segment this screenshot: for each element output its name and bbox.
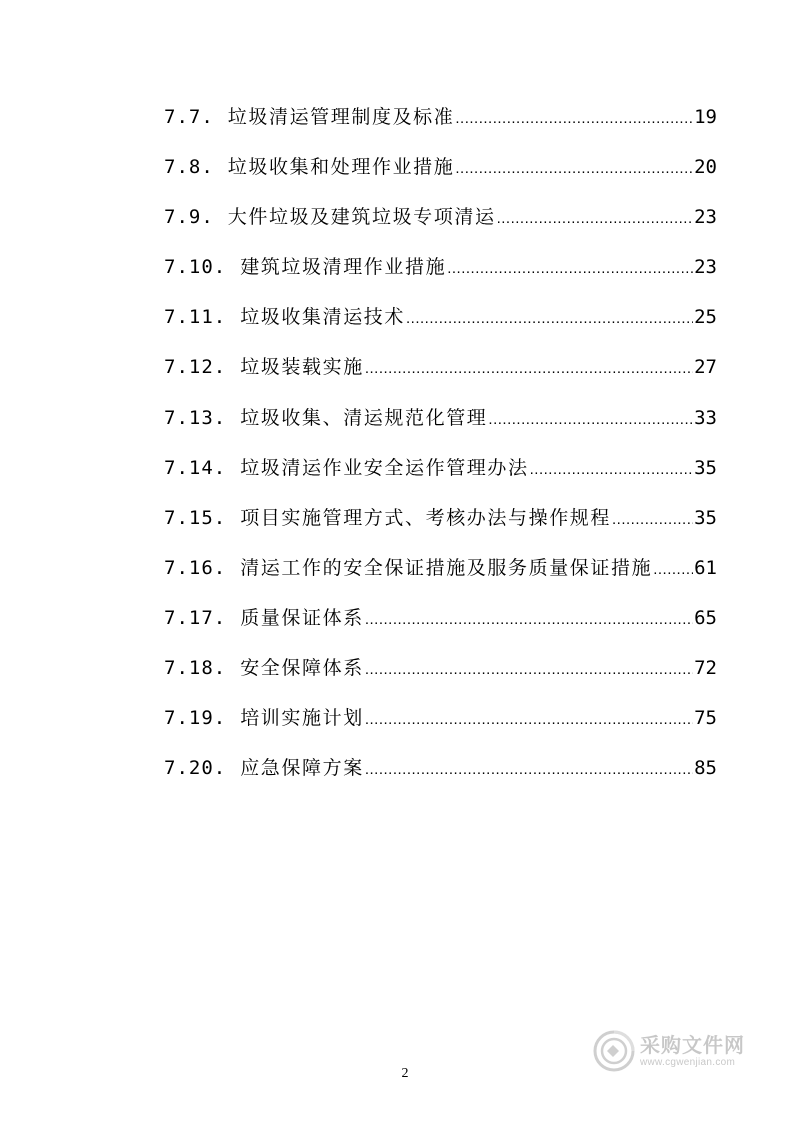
toc-entry-title: 清运工作的安全保证措施及服务质量保证措施 xyxy=(240,556,653,579)
toc-dot-leader xyxy=(488,411,693,428)
toc-entry-7-10[interactable] xyxy=(164,252,717,302)
toc-entry-7-19[interactable] xyxy=(164,703,717,753)
toc-entry-title: 培训实施计划 xyxy=(240,707,364,730)
toc-entry-title: 大件垃圾及建筑垃圾专项清运 xyxy=(227,206,496,229)
toc-dot-leader xyxy=(365,761,693,778)
toc-entry-7-18[interactable] xyxy=(164,653,717,703)
toc-entry-number: 7.14. xyxy=(164,456,227,479)
toc-entry-7-20[interactable] xyxy=(164,753,717,803)
toc-entry-number: 7.11. xyxy=(164,306,227,329)
toc-dot-leader xyxy=(497,210,694,227)
toc-entry-title: 垃圾清运作业安全运作管理办法 xyxy=(240,456,529,479)
toc-entry-number: 7.9. xyxy=(164,206,214,229)
toc-dot-leader xyxy=(365,711,693,728)
toc-entry-number: 7.13. xyxy=(164,406,227,429)
toc-entry-number: 7.12. xyxy=(164,356,227,379)
toc-entry-title: 垃圾清运管理制度及标准 xyxy=(227,106,455,128)
toc-entry-title: 垃圾收集、清运规范化管理 xyxy=(240,406,488,429)
toc-dot-leader xyxy=(653,561,693,578)
toc-entry-7-8[interactable] xyxy=(164,152,717,202)
toc-dot-leader xyxy=(455,160,693,177)
watermark-text xyxy=(640,1032,745,1068)
toc-entry-page: 25 xyxy=(694,306,717,329)
toc-entry-7-7[interactable] xyxy=(164,102,717,152)
toc-entry-page: 75 xyxy=(694,707,717,730)
toc-entry-page: 33 xyxy=(694,406,717,429)
toc-entry-7-12[interactable] xyxy=(164,352,717,402)
toc-entry-number: 7.20. xyxy=(164,757,227,780)
toc-entry-page: 35 xyxy=(694,506,717,529)
toc-entry-7-16[interactable] xyxy=(164,553,717,603)
toc-entry-page: 85 xyxy=(694,757,717,780)
toc-entry-page: 23 xyxy=(694,256,717,279)
toc-entry-7-17[interactable] xyxy=(164,603,717,653)
toc-dot-leader xyxy=(530,461,694,478)
toc-dot-leader xyxy=(447,260,693,277)
toc-entry-number: 7.8. xyxy=(164,156,214,179)
toc-entry-number: 7.19. xyxy=(164,707,227,730)
toc-entry-page: 61 xyxy=(694,556,717,579)
watermark-name: 采购文件网 xyxy=(640,1032,745,1057)
toc-entry-title: 垃圾装载实施 xyxy=(240,356,364,379)
toc-dot-leader xyxy=(365,360,693,377)
toc-entry-7-9[interactable] xyxy=(164,202,717,252)
toc-entry-title: 垃圾收集和处理作业措施 xyxy=(227,156,455,179)
page-number: 2 xyxy=(401,1066,409,1081)
toc-entry-number: 7.17. xyxy=(164,606,227,629)
toc-entry-page: 20 xyxy=(694,156,717,179)
toc-entry-title: 建筑垃圾清理作业措施 xyxy=(240,256,447,279)
toc-entry-7-13[interactable] xyxy=(164,403,717,453)
toc-entry-page: 35 xyxy=(694,456,717,479)
toc-entry-title: 垃圾收集清运技术 xyxy=(240,306,406,329)
toc-entry-7-11[interactable] xyxy=(164,302,717,352)
toc-entry-number: 7.18. xyxy=(164,657,227,680)
toc-dot-leader xyxy=(612,511,693,528)
toc-entry-title: 应急保障方案 xyxy=(240,757,364,780)
toc-entry-title: 质量保证体系 xyxy=(240,606,364,629)
toc-entry-number: 7.16. xyxy=(164,556,227,579)
toc-dot-leader xyxy=(365,661,693,678)
toc-entry-page: 19 xyxy=(694,106,717,128)
toc-entry-page: 72 xyxy=(694,657,717,680)
watermark-url: www.cgwenjian.com xyxy=(640,1056,736,1068)
table-of-contents xyxy=(164,102,717,803)
toc-entry-number: 7.10. xyxy=(164,256,227,279)
toc-entry-title: 安全保障体系 xyxy=(240,657,364,680)
toc-dot-leader xyxy=(365,611,693,628)
toc-entry-page: 23 xyxy=(694,206,717,229)
toc-entry-7-15[interactable] xyxy=(164,503,717,553)
toc-dot-leader xyxy=(406,310,693,327)
toc-entry-number: 7.7. xyxy=(164,106,214,128)
toc-entry-page: 65 xyxy=(694,606,717,629)
toc-dot-leader xyxy=(455,110,693,127)
toc-entry-title: 项目实施管理方式、考核办法与操作规程 xyxy=(240,506,612,529)
toc-entry-number: 7.15. xyxy=(164,506,227,529)
toc-entry-page: 27 xyxy=(694,356,717,379)
toc-entry-7-14[interactable] xyxy=(164,453,717,503)
